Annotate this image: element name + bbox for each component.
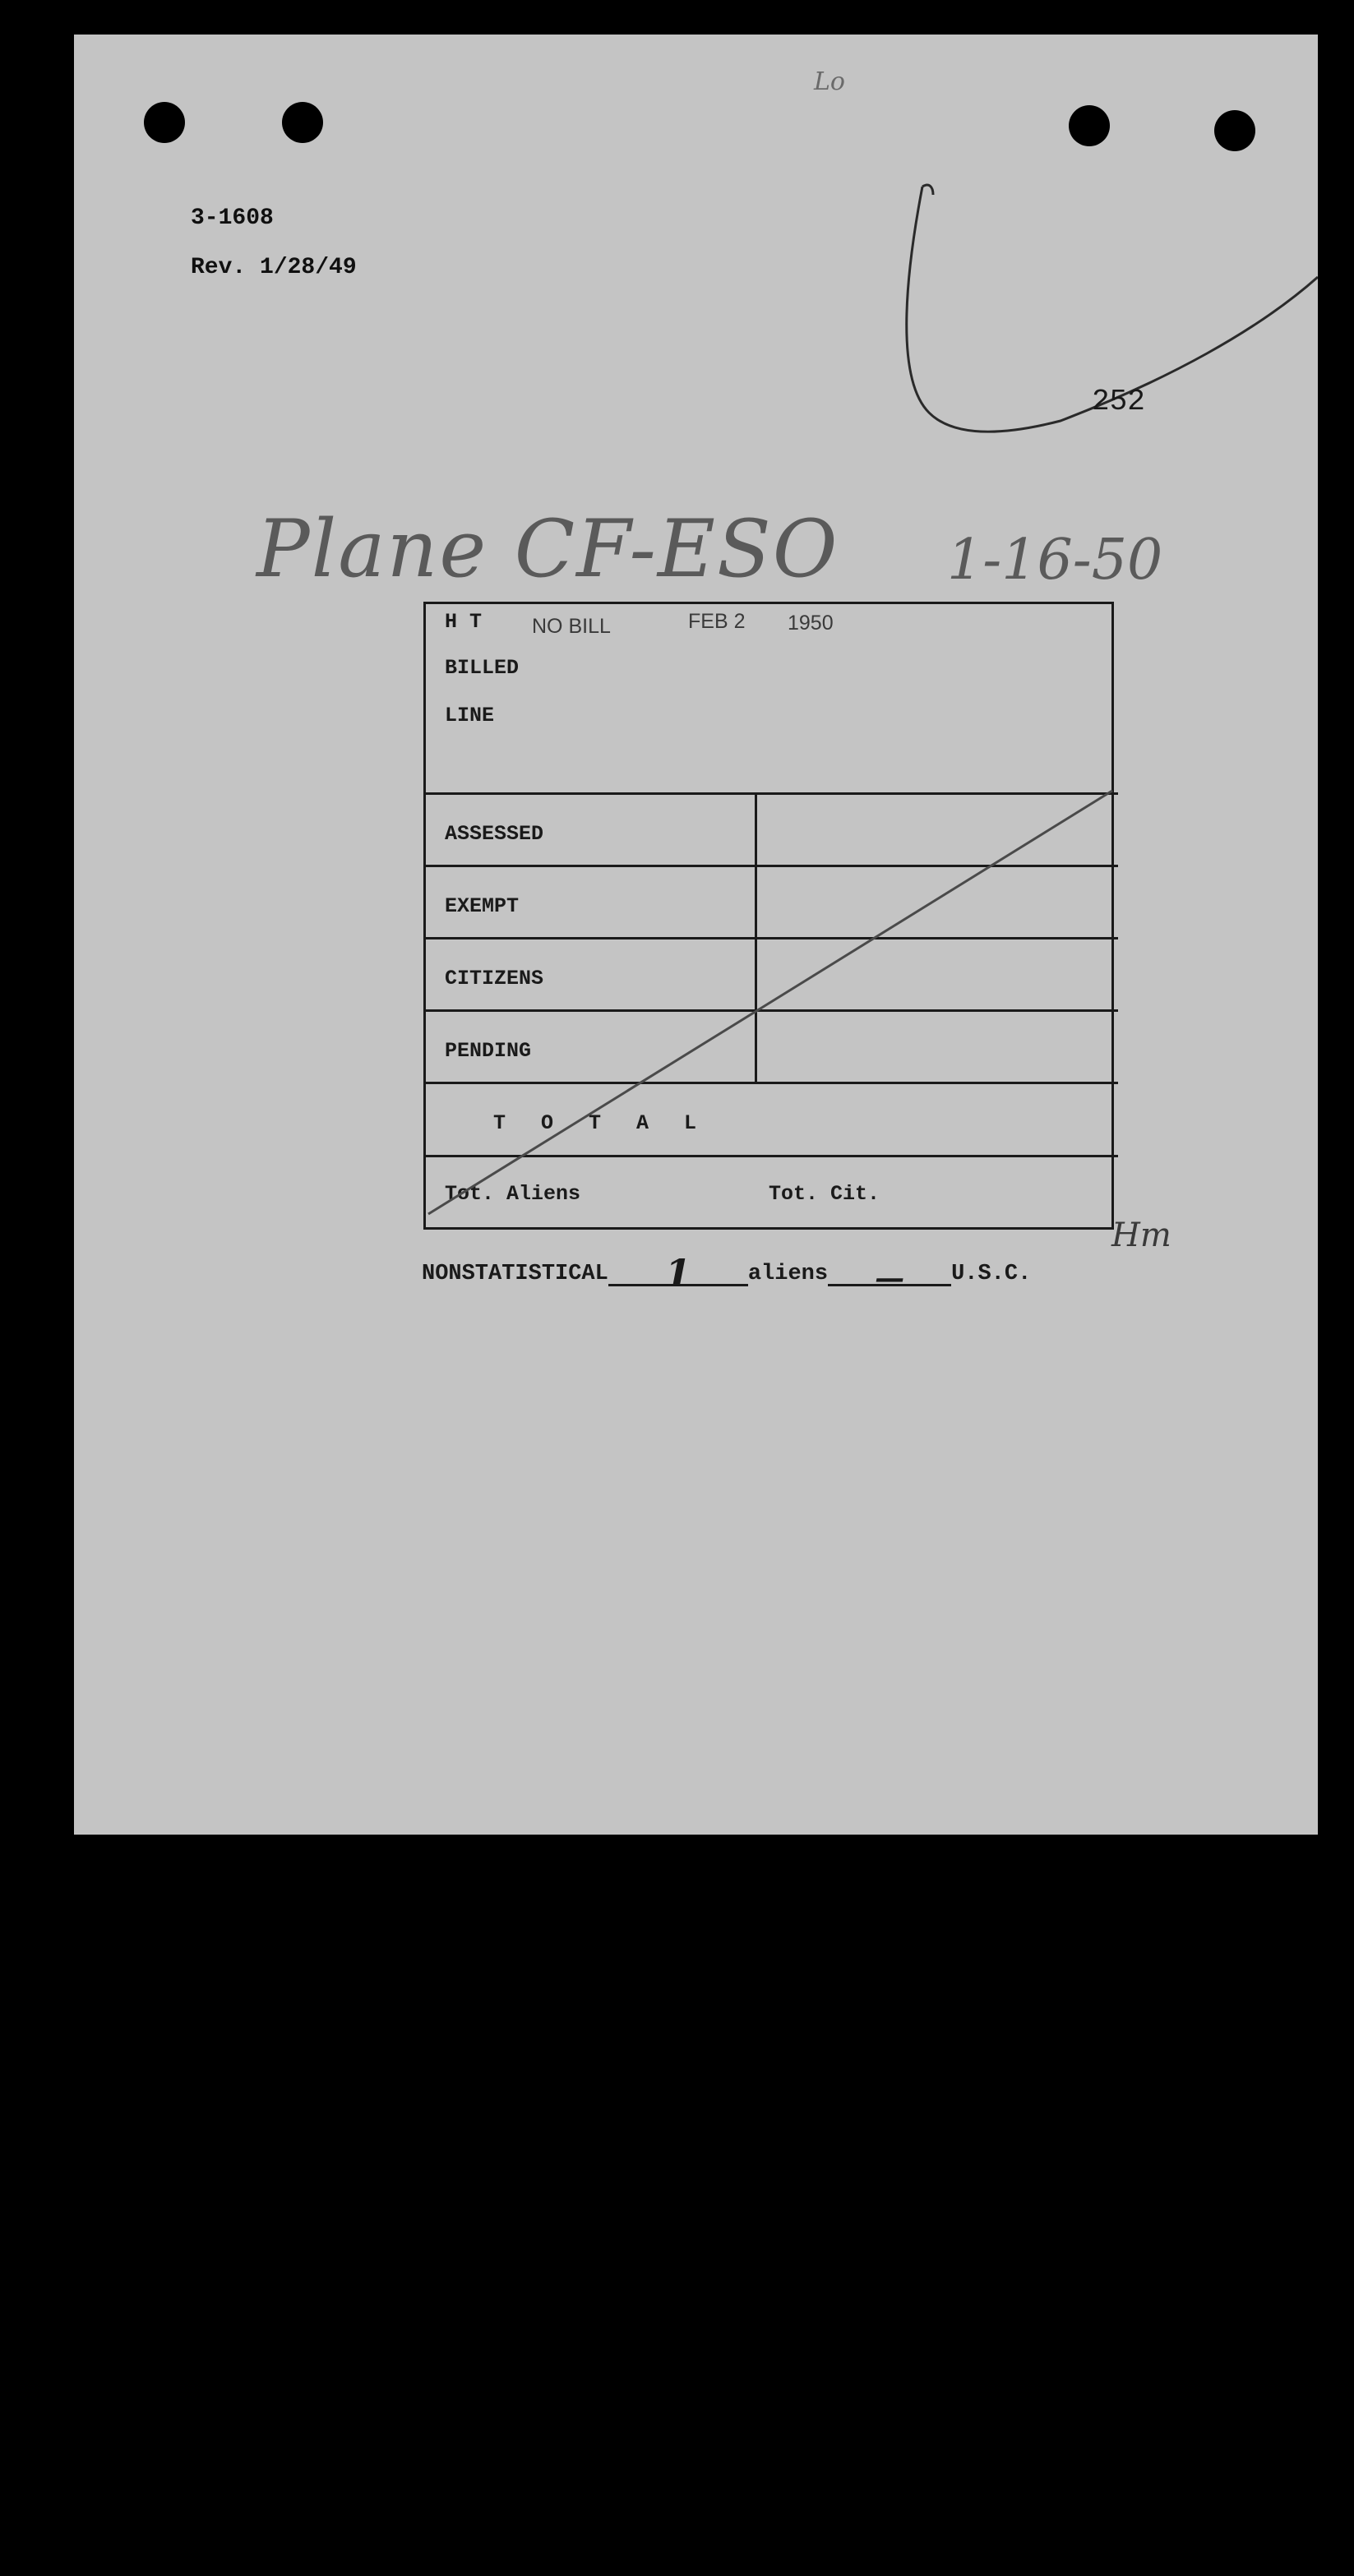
handwritten-date: 1-16-50 xyxy=(947,528,1163,593)
aliens-label: aliens xyxy=(747,1262,829,1286)
usc-label: U.S.C. xyxy=(951,1262,1032,1286)
assessed-label: ASSESSED xyxy=(445,822,544,846)
page-number: 252 xyxy=(1092,385,1145,418)
tally-form xyxy=(423,602,1118,1233)
cancel-line xyxy=(423,602,1118,1233)
initials: Hm xyxy=(1111,1216,1171,1254)
line-label: LINE xyxy=(445,704,495,727)
tot-aliens-label: Tot. Aliens xyxy=(445,1182,581,1206)
total-label: T O T A L xyxy=(493,1111,709,1135)
revision-date: Rev. 1/28/49 xyxy=(191,255,357,280)
no-bill-stamp: NO BILL xyxy=(532,615,611,638)
nonstatistical-label: NONSTATISTICAL xyxy=(422,1262,608,1286)
aliens-count-blank xyxy=(608,1251,748,1295)
billed-label: BILLED xyxy=(445,656,520,680)
usc-count: — xyxy=(875,1261,905,1295)
tot-cit-label: Tot. Cit. xyxy=(769,1182,880,1206)
nonstatistical-row xyxy=(422,1251,1032,1295)
exempt-label: EXEMPT xyxy=(445,894,520,918)
stamp-year: 1950 xyxy=(788,612,834,635)
citizens-label: CITIZENS xyxy=(445,967,544,990)
aliens-count: 1 xyxy=(664,1251,691,1295)
document-page xyxy=(74,35,1318,1835)
stamp-date: FEB 2 xyxy=(688,610,746,633)
ht-label: H T xyxy=(445,610,483,634)
top-mark: Lo xyxy=(814,67,845,96)
usc-count-blank xyxy=(828,1259,951,1295)
pending-label: PENDING xyxy=(445,1039,532,1063)
form-number: 3-1608 xyxy=(191,205,274,231)
handwritten-title: Plane CF-ESO xyxy=(256,503,839,595)
